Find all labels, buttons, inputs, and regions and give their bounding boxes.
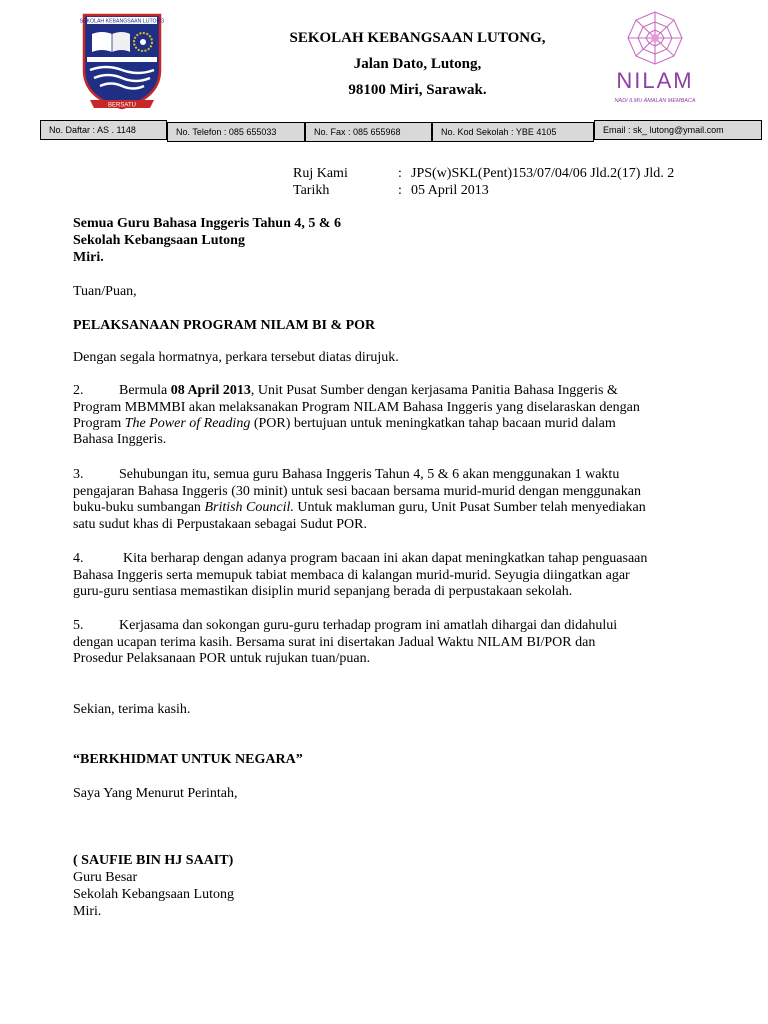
paragraph-2-text: (POR) bertujuan untuk meningkatkan tahap bacaan murid dalam — [250, 416, 616, 431]
school-code: No. Kod Sekolah : YBE 4105 — [432, 122, 594, 142]
subject-heading: PELAKSANAAN PROGRAM NILAM BI & POR — [73, 318, 376, 333]
paragraph-2-text: Bermula — [119, 383, 171, 398]
signatory-name: ( SAUFIE BIN HJ SAAIT) — [73, 853, 234, 868]
date-label: Tarikh — [293, 183, 330, 198]
recipient-line-2: Sekolah Kebangsaan Lutong — [73, 233, 245, 248]
paragraph-3-line-4: satu sudut khas di Perpustakaan sebagai Sudut POR. — [73, 517, 367, 532]
paragraph-2-line-3 — [73, 416, 616, 433]
nilam-tagline: NADI ILMU AMALAN MEMBACA — [614, 98, 696, 104]
email-address: Email : sk_ lutong@ymail.com — [594, 120, 762, 140]
paragraph-2-text: Program — [73, 416, 125, 431]
recipient-line-3: Miri. — [73, 250, 104, 265]
start-date-bold: 08 April 2013 — [170, 383, 251, 398]
registration-number: No. Daftar : AS . 1148 — [40, 120, 167, 140]
crest-motto-text: BERSATU — [108, 102, 136, 109]
paragraph-5-text: Kerjasama dan sokongan guru-guru terhadap program ini amatlah dihargai dan didahului — [119, 618, 618, 633]
paragraph-5-line-1 — [73, 618, 617, 635]
british-council-italic: British Council. — [204, 500, 294, 515]
paragraph-3-line-2: pengajaran Bahasa Inggeris (30 minit) untuk sesi bacaan bersama murid-murid dengan menggunakan — [73, 484, 641, 499]
signatory-title: Guru Besar — [73, 870, 138, 885]
paragraph-4-number: 4. — [73, 551, 84, 566]
paragraph-2-number: 2. — [73, 383, 84, 398]
paragraph-3-line-3 — [73, 500, 646, 517]
paragraph-3-number: 3. — [73, 467, 84, 482]
paragraph-3-line-1 — [73, 467, 619, 484]
closing-line: Sekian, terima kasih. — [73, 702, 191, 717]
paragraph-2-line-4: Bahasa Inggeris. — [73, 432, 167, 447]
paragraph-4-line-3: guru-guru sentiasa memastikan disiplin murid sepanjang berada di perpustakaan sekolah. — [73, 584, 573, 599]
program-title-italic: The Power of Reading — [124, 416, 251, 431]
paragraph-2-text: , Unit Pusat Sumber dengan kerjasama Panitia Bahasa Inggeris & — [250, 383, 618, 398]
intro-paragraph: Dengan segala hormatnya, perkara tersebut diatas dirujuk. — [73, 350, 399, 365]
paragraph-4-line-1 — [73, 551, 647, 568]
sign-off: Saya Yang Menurut Perintah, — [73, 786, 238, 801]
reference-label: Ruj Kami — [293, 166, 348, 181]
date-colon: : — [398, 183, 402, 198]
signatory-town: Miri. — [73, 904, 102, 919]
paragraph-2-line-1 — [73, 383, 618, 400]
paragraph-3-text: Untuk makluman guru, Unit Pusat Sumber telah menyediakan — [293, 500, 646, 515]
paragraph-4-line-2: Bahasa Inggeris serta memupuk tabiat membaca di kalangan murid-murid. Seyugia diingatkan agar — [73, 568, 630, 583]
paragraph-5-number: 5. — [73, 618, 84, 633]
address-line-1: Jalan Dato, Lutong, — [353, 56, 482, 72]
nilam-logo-text: NILAM — [616, 68, 694, 93]
school-name: SEKOLAH KEBANGSAAN LUTONG, — [289, 30, 546, 46]
recipient-line-1: Semua Guru Bahasa Inggeris Tahun 4, 5 & 6 — [73, 216, 342, 231]
paragraph-2-line-2: Program MBMMBI akan melaksanakan Program NILAM Bahasa Inggeris yang diselaraskan dengan — [73, 400, 640, 415]
signatory-school: Sekolah Kebangsaan Lutong — [73, 887, 234, 902]
motto: “BERKHIDMAT UNTUK NEGARA” — [73, 752, 303, 767]
paragraph-5-line-2: dengan ucapan terima kasih. Bersama surat ini disertakan Jadual Waktu NILAM BI/POR dan — [73, 635, 596, 650]
fax-number: No. Fax : 085 655968 — [305, 122, 432, 142]
address-line-2: 98100 Miri, Sarawak. — [348, 82, 487, 98]
reference-value: JPS(w)SKL(Pent)153/07/04/06 Jld.2(17) Jld. 2 — [411, 166, 675, 181]
paragraph-4-text: Kita berharap dengan adanya program bacaan ini akan dapat meningkatkan tahap penguasaan — [123, 551, 648, 566]
nilam-logo — [592, 8, 718, 108]
paragraph-3-text: buku-buku sumbangan — [73, 500, 205, 515]
telephone-number: No. Telefon : 085 655033 — [167, 122, 305, 142]
paragraph-5-line-3: Prosedur Pelaksanaan POR untuk rujukan tuan/puan. — [73, 651, 371, 666]
salutation: Tuan/Puan, — [73, 284, 137, 299]
school-crest-logo — [80, 12, 164, 112]
reference-colon: : — [398, 166, 402, 181]
date-value: 05 April 2013 — [411, 183, 489, 198]
paragraph-3-text: Sehubungan itu, semua guru Bahasa Inggeris Tahun 4, 5 & 6 akan menggunakan 1 waktu — [119, 467, 620, 482]
crest-banner-text: SEKOLAH KEBANGSAAN LUTONG — [80, 18, 164, 25]
